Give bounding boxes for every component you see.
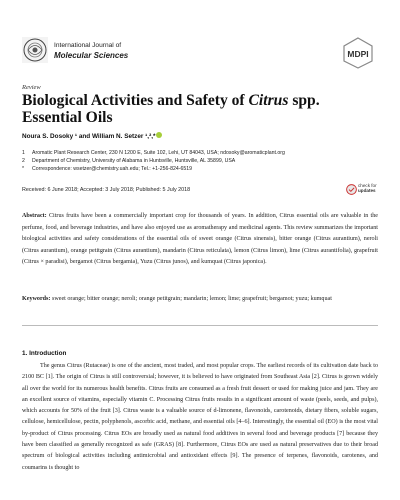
keywords-text: sweet orange; bitter orange; neroli; orange petitgrain; mandarin; lemon; lime; grapefruit; bergamot; yuzu; kumquat (51, 296, 332, 302)
abstract (22, 211, 378, 269)
publication-dates: Received: 6 June 2018; Accepted: 3 July 2018; Published: 5 July 2018 (22, 187, 191, 193)
section-heading: 1. Introduction (22, 350, 67, 357)
authors-text: Noura S. Dosoky ¹ and William N. Setzer ¹,²,* (22, 133, 156, 140)
section-divider (22, 325, 378, 326)
introduction-paragraph: The genus Citrus (Rutaceae) is one of the ancient, most traded, and most popular crops. The earliest records of its cultivation date back to 2100 BC [1]. The origin of Citrus is still controversial; however, it is believed to have originated from Southeast Asia [2]. Citrus is grown widely all over the world for its numerous health benefits. Citrus fruits are consumed as a fresh fruit dessert or used for making juice and jam. They are an excellent source of vitamins, especially vitamin C. Processing Citrus fruits results in a significant amount of waste (peels, seeds, and pulps), which accounts for 50% of the fruit [3]. Citrus waste is a valuable source of d-limonene, flavonoids, carotenoids, dietary fibers, soluble sugars, cellulose, hemicellulose, pectin, polyphenols, ascorbic acid, methane, and essential oils [4–6]. Interestingly, the essential oil (EO) is the most vital by-product of Citrus processing. Citrus EOs are broadly used as natural food additives in several food and beverage products [7] because they have been classified as generally recognized as safe (GRAS) [8]. Furthermore, Citrus EOs are used as natural preservatives due to their broad spectrum of biological activities including antimicrobial and antioxidant effects [9]. The presence of terpenes, flavonoids, carotenes, and coumarins is thought to (22, 363, 378, 471)
mdpi-logo-text: MDPI (347, 49, 369, 59)
keywords (22, 294, 378, 306)
keywords-label: Keywords: (22, 296, 51, 302)
article-title: Biological Activities and Safety of Citrus spp. Essential Oils (22, 92, 320, 126)
journal-name-line2: Molecular Sciences (54, 51, 129, 60)
article-type: Review (22, 84, 41, 91)
orcid-icon[interactable] (156, 132, 162, 138)
check-updates-label: check for updates (358, 183, 377, 193)
mdpi-logo-icon (341, 37, 375, 69)
authors (22, 133, 162, 140)
journal-logo-icon (22, 37, 48, 63)
correspondence: * Correspondence: wsetzer@chemistry.uah.edu; Tel.: +1-256-824-6519 (22, 166, 193, 172)
journal-name-line1: International Journal of (54, 42, 122, 49)
abstract-label: Abstract: (22, 213, 47, 219)
affiliation-1: 1 Aromatic Plant Research Center, 230 N 1200 E, Suite 102, Lehi, UT 84043, USA; ndosoky@aromaticplant.org (22, 150, 285, 156)
abstract-text: Citrus fruits have been a commercially important crop for thousands of years. In addition, Citrus essential oils are valuable in the perfume, food, and beverage industries, and have also enjoyed use as aromatherapy and medicinal agents. This review summarizes the important biological activities and safety considerations of the essential oils of sweet orange (Citrus sinensis), bitter orange (Citrus aurantium), neroli (Citrus aurantium), orange petitgrain (Citrus aurantium), mandarin (Citrus reticulata), lemon (Citrus limon), lime (Citrus aurantifolia), grapefruit (Citrus × paradisi), bergamot (Citrus bergamia), Yuzu (Citrus junos), and kumquat (Citrus japonica). (22, 213, 379, 265)
check-updates-icon (346, 184, 357, 195)
check-for-updates-badge[interactable] (346, 181, 380, 205)
affiliation-2: 2 Department of Chemistry, University of Alabama in Huntsville, Huntsville, AL 35899, USA (22, 158, 236, 164)
